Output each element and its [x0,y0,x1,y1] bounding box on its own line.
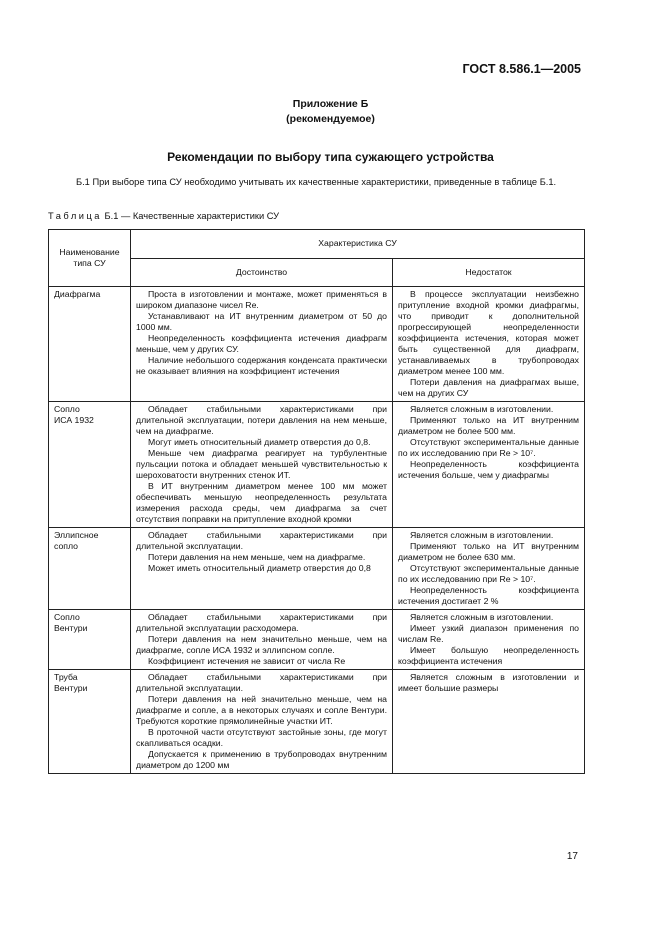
table-caption [48,211,279,221]
device-type-name: Сопло Вентури [49,610,131,670]
advantage-paragraph: Проста в изготовлении и монтаже, может применяться в широком диапазоне чисел Re. [136,289,387,310]
advantage-paragraph: Может иметь относительный диаметр отверстия до 0,8 [148,563,371,573]
disadvantage-paragraph: Применяют только на ИТ внутренним диаметром не более 500 мм. [398,415,580,436]
advantage-paragraph: Устанавливают на ИТ внутренним диаметром от 50 до 1000 мм. [136,311,387,332]
advantage-cell [131,287,393,402]
section-title: Рекомендации по выбору типа сужающего устройства [167,150,494,164]
disadvantage-cell [393,287,585,402]
advantage-paragraph: Наличие небольшого содержания конденсата практически не оказывает влияния на коэффициент истечения [136,355,387,376]
advantage-cell [131,528,393,610]
header-advantage: Достоинство [131,258,393,287]
header-characteristic: Характеристика СУ [131,230,585,259]
advantage-cell [131,670,393,774]
disadvantage-cell [393,528,585,610]
device-type-name: Диафрагма [49,287,131,402]
disadvantage-paragraph: Применяют только на ИТ внутренним диаметром не более 630 мм. [398,541,580,562]
advantage-paragraph: Обладает стабильными характеристиками при длительной эксплуатации расходомера. [136,612,387,633]
table-row [49,402,585,528]
advantage-paragraph: Обладает стабильными характеристиками при длительной эксплуатации, потери давления на нем меньше, чем на диафрагме. [136,404,387,436]
table-row [49,528,585,610]
document-standard-number: ГОСТ 8.586.1—2005 [462,62,581,76]
annex-title: Приложение Б [292,98,369,110]
advantage-paragraph: Меньше чем диафрагма реагирует на турбулентные пульсации потока и обладает меньшей чувствительностью к шероховатости внутренних стенок ИТ. [136,448,387,480]
disadvantage-paragraph: Имеет узкий диапазон применения по числам Re. [398,623,580,644]
table-row [49,670,585,774]
disadvantage-paragraph: Является сложным в изготовлении. [410,404,554,414]
advantage-paragraph: В ИТ внутренним диаметром менее 100 мм может обеспечивать меньшую неопределенность результата измерения расхода среды, чем диафрагма за счет отсутствия поправки на притупление входной кромки [136,481,387,524]
advantage-paragraph: Неопределенность коэффициента истечения диафрагм меньше, чем у других СУ. [136,333,387,354]
advantage-paragraph: Допускается к применению в трубопроводах внутренним диаметром до 1200 мм [136,749,387,770]
page-number: 17 [566,851,578,862]
advantage-paragraph: Обладает стабильными характеристиками при длительной эксплуатации. [136,672,387,693]
disadvantage-paragraph: Отсутствуют экспериментальные данные по их исследованию при Re > 10⁷. [398,563,580,584]
table-caption-label: Таблица [48,211,102,221]
disadvantage-paragraph: Является сложным в изготовлении. [410,530,554,540]
disadvantage-paragraph: Является сложным в изготовлении. [410,612,554,622]
disadvantage-cell [393,402,585,528]
advantage-paragraph: Коэффициент истечения не зависит от числа Re [148,656,346,666]
advantage-paragraph: Потери давления на ней значительно меньше, чем на диафрагме и сопле, а в некоторых случаях и сопле Вентури. Требуются короткие прямолинейные участки ИТ. [136,694,387,726]
device-type-name: Эллипсное сопло [49,528,131,610]
device-type-name: Сопло ИСА 1932 [49,402,131,528]
table-row [49,287,585,402]
table-row [49,610,585,670]
advantage-cell [131,402,393,528]
advantage-paragraph: Могут иметь относительный диаметр отверстия до 0,8. [148,437,371,447]
disadvantage-paragraph: В процессе эксплуатации неизбежно притупление входной кромки диафрагмы, что приводит к дополнительной прогрессирующей неопределенности коэффициента истечения, которая может быть существенной для диафрагм, устанавливаемых в трубопроводах диаметром менее 100 мм. [398,289,580,376]
advantage-paragraph: Обладает стабильными характеристиками при длительной эксплуатации. [136,530,387,551]
disadvantage-cell [393,670,585,774]
intro-paragraph: Б.1 При выборе типа СУ необходимо учитывать их качественные характеристики, приведенные в таблице Б.1. [76,177,557,187]
disadvantage-paragraph: Имеет большую неопределенность коэффициента истечения [398,645,580,666]
advantage-cell [131,610,393,670]
advantage-paragraph: Потери давления на нем значительно меньше, чем на диафрагме, сопле ИСА 1932 и эллипсном сопле. [136,634,387,655]
annex-subtitle: (рекомендуемое) [286,113,375,125]
header-disadvantage: Недостаток [393,258,585,287]
disadvantage-paragraph: Является сложным в изготовлении и имеет большие размеры [398,672,580,693]
disadvantage-paragraph: Неопределенность коэффициента истечения больше, чем у диафрагмы [398,459,580,480]
disadvantage-paragraph: Потери давления на диафрагмах выше, чем на других СУ [398,377,580,398]
device-type-name: Труба Вентури [49,670,131,774]
disadvantage-paragraph: Неопределенность коэффициента истечения достигает 2 % [398,585,580,606]
characteristics-table [48,229,585,774]
disadvantage-cell [393,610,585,670]
header-name: Наименование типа СУ [49,230,131,287]
advantage-paragraph: Потери давления на нем меньше, чем на диафрагме. [148,552,366,562]
disadvantage-paragraph: Отсутствуют экспериментальные данные по их исследованию при Re > 10⁷. [398,437,580,458]
advantage-paragraph: В проточной части отсутствуют застойные зоны, где могут скапливаться осадки. [136,727,387,748]
table-caption-text: Б.1 — Качественные характеристики СУ [104,211,280,221]
